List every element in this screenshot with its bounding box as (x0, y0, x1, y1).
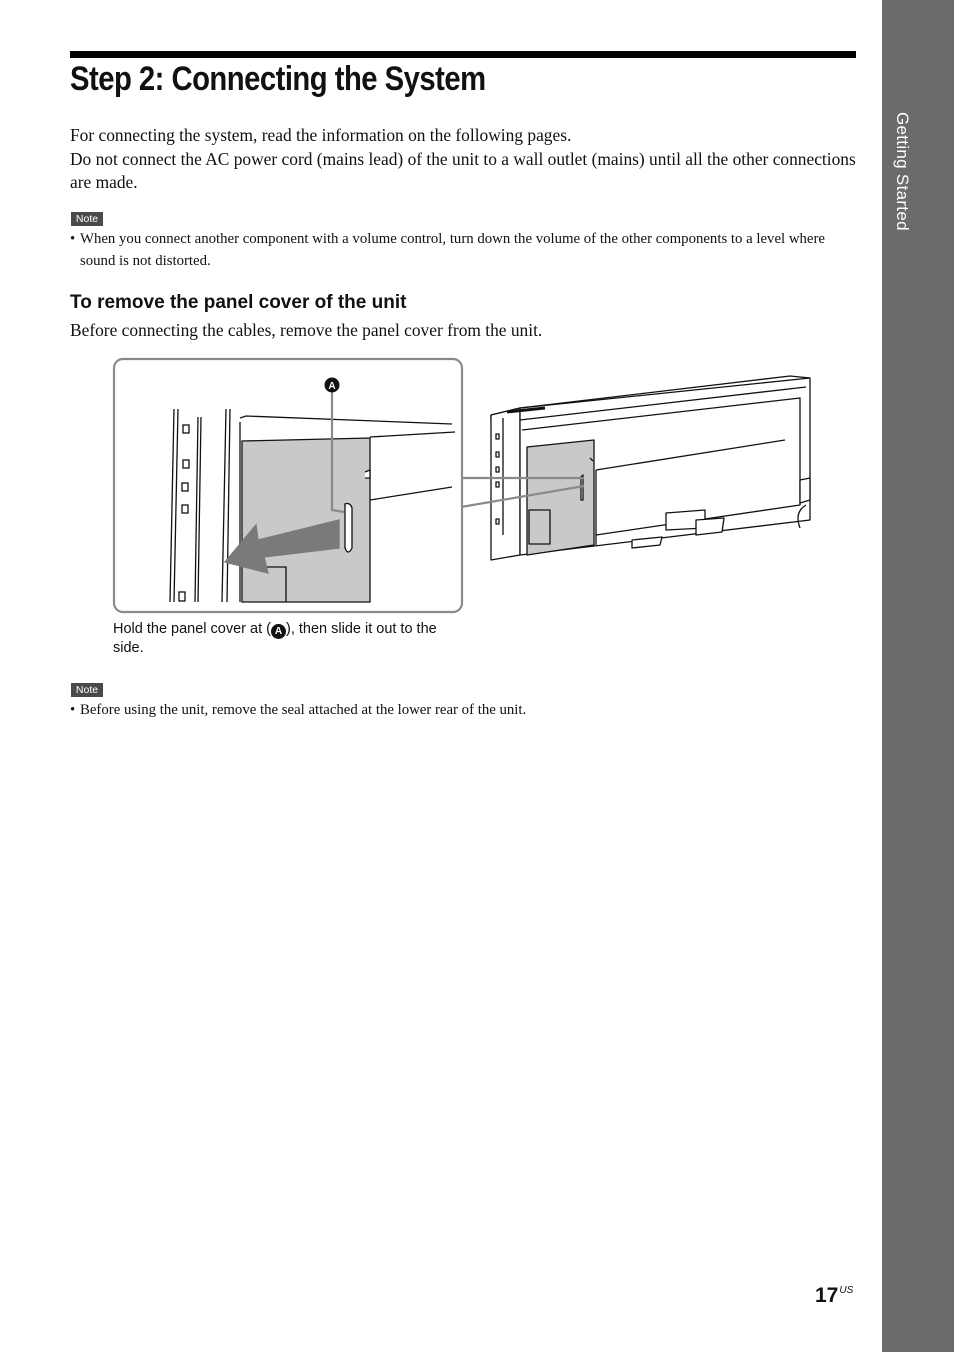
callout-marker-a-label: A (328, 381, 336, 392)
caption-part-1: Hold the panel cover at ( (113, 621, 271, 637)
detail-callout-box (114, 359, 462, 612)
side-tab-label: Getting Started (893, 112, 912, 231)
intro-line-2: Do not connect the AC power cord (mains lead) of the unit to a wall outlet (mains) until all the other connections are made. (70, 148, 856, 192)
note-badge-2: Note (71, 683, 103, 697)
page-number-suffix: US (839, 1285, 854, 1296)
note-2-body: Before using the unit, remove the seal attached at the lower rear of the unit. (80, 702, 527, 718)
page-title: Step 2: Connecting the System (70, 60, 486, 98)
panel-cover-illustration (0, 0, 954, 620)
page-number-value: 17 (815, 1284, 839, 1307)
section-body: Before connecting the cables, remove the panel cover from the unit. (70, 320, 543, 340)
figure-caption (113, 620, 458, 657)
caption-marker-a: A (271, 624, 286, 639)
caption-part-2: ), then slide it out to the side. (113, 621, 437, 656)
page-number (815, 1284, 853, 1308)
section-heading: To remove the panel cover of the unit (70, 292, 407, 313)
note-2-bullet: • (70, 702, 76, 718)
main-unit-illustration (491, 376, 810, 560)
note-badge-1: Note (71, 212, 103, 226)
note-text-2 (70, 699, 860, 721)
intro-line-1: For connecting the system, read the information on the following pages. (70, 125, 572, 145)
note-1-body: When you connect another component with a volume control, turn down the volume of the other components to a level where sound is not distorted. (80, 231, 825, 269)
note-1-bullet: • (70, 231, 76, 247)
